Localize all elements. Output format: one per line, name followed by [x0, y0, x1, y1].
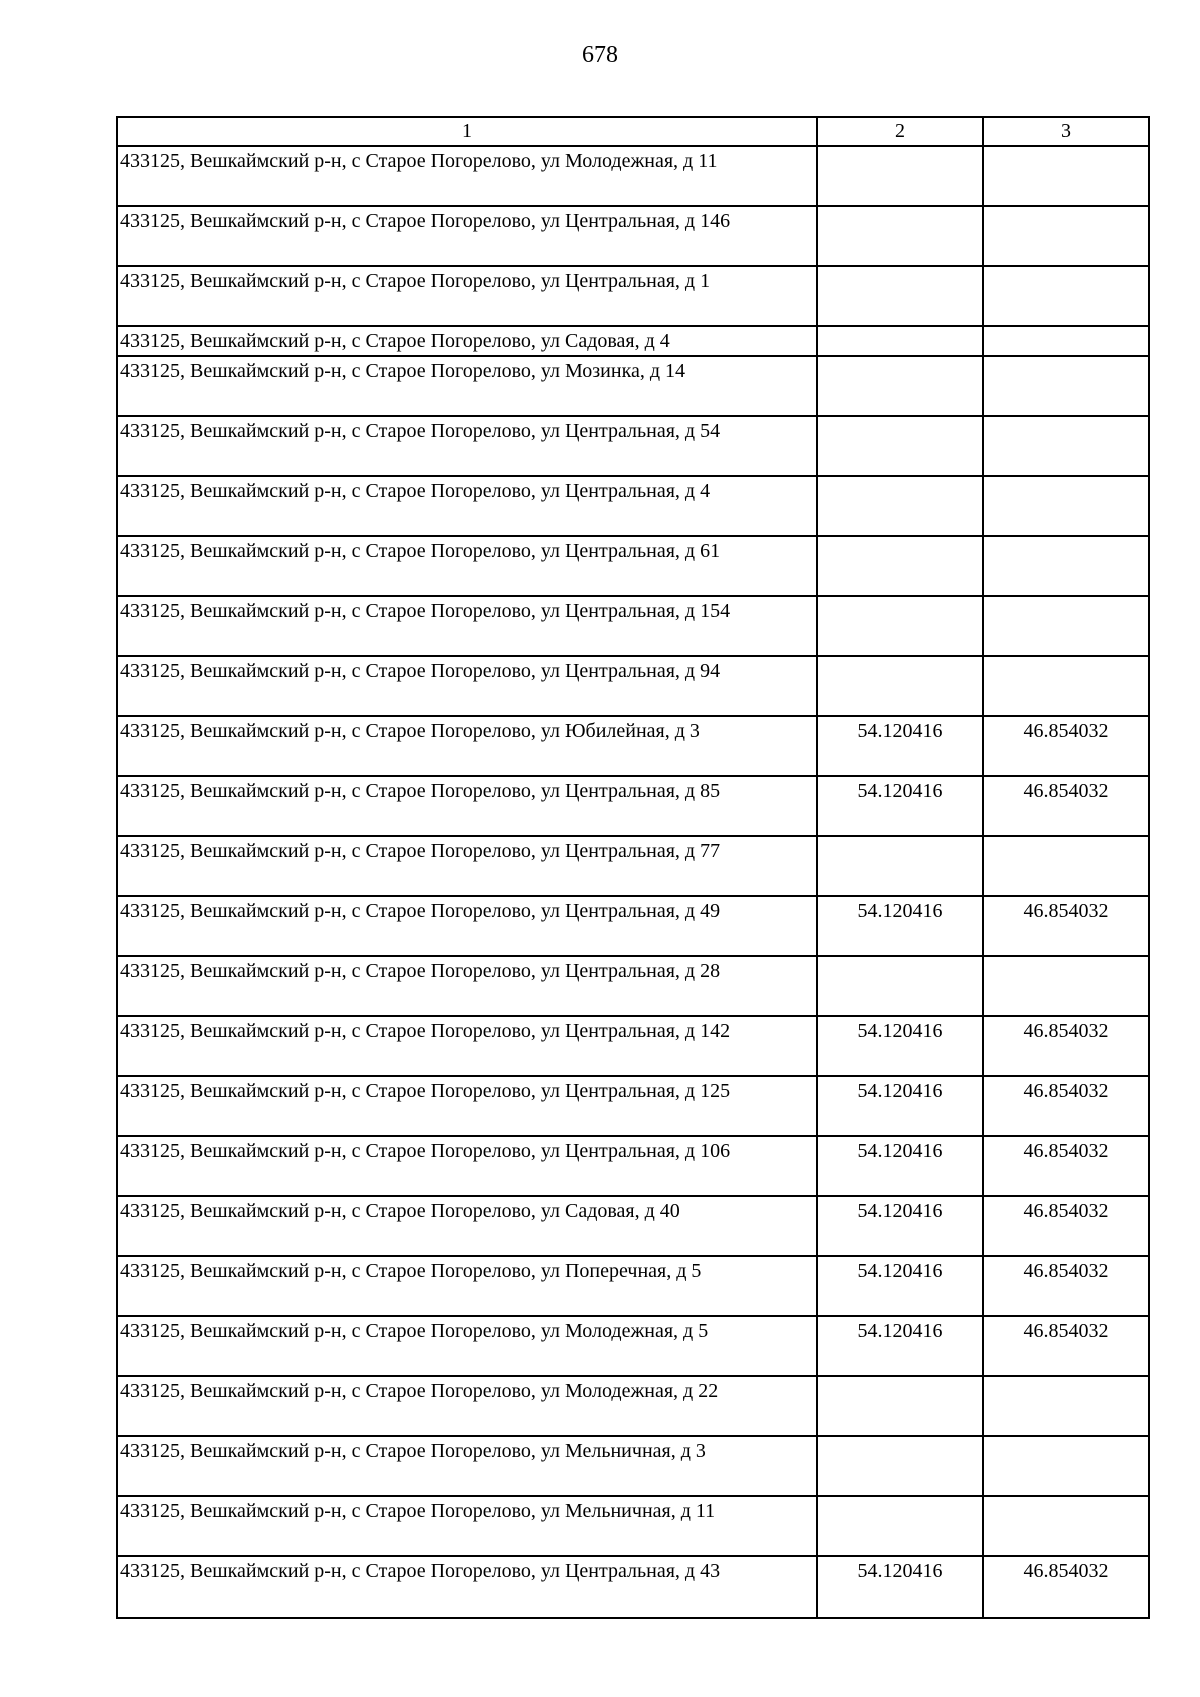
latitude-cell [817, 956, 983, 1016]
latitude-cell [817, 1376, 983, 1436]
table-row [117, 1256, 1149, 1316]
table-row [117, 536, 1149, 596]
longitude-cell [983, 146, 1149, 206]
table-row [117, 656, 1149, 716]
latitude-cell: 54.120416 [817, 716, 983, 776]
longitude-cell [983, 476, 1149, 536]
address-cell: 433125, Вешкаймский р-н, с Старое Погорелово, ул Центральная, д 106 [117, 1136, 817, 1196]
page-number: 678 [582, 42, 618, 68]
table-row [117, 896, 1149, 956]
latitude-cell [817, 656, 983, 716]
address-cell: 433125, Вешкаймский р-н, с Старое Погорелово, ул Центральная, д 54 [117, 416, 817, 476]
latitude-cell [817, 356, 983, 416]
table-row [117, 1136, 1149, 1196]
latitude-cell [817, 596, 983, 656]
longitude-cell [983, 836, 1149, 896]
latitude-cell: 54.120416 [817, 1076, 983, 1136]
address-cell: 433125, Вешкаймский р-н, с Старое Погорелово, ул Центральная, д 1 [117, 266, 817, 326]
table-header-row [117, 117, 1149, 146]
longitude-cell [983, 206, 1149, 266]
latitude-cell [817, 476, 983, 536]
table-row [117, 956, 1149, 1016]
address-cell: 433125, Вешкаймский р-н, с Старое Погорелово, ул Молодежная, д 22 [117, 1376, 817, 1436]
table-row [117, 836, 1149, 896]
longitude-cell: 46.854032 [983, 1256, 1149, 1316]
table-row [117, 416, 1149, 476]
address-cell: 433125, Вешкаймский р-н, с Старое Погорелово, ул Мозинка, д 14 [117, 356, 817, 416]
table-row [117, 356, 1149, 416]
address-cell: 433125, Вешкаймский р-н, с Старое Погорелово, ул Центральная, д 61 [117, 536, 817, 596]
latitude-cell [817, 326, 983, 356]
address-cell: 433125, Вешкаймский р-н, с Старое Погорелово, ул Центральная, д 4 [117, 476, 817, 536]
longitude-cell [983, 326, 1149, 356]
longitude-cell: 46.854032 [983, 1556, 1149, 1618]
latitude-cell: 54.120416 [817, 776, 983, 836]
table-row [117, 1556, 1149, 1618]
address-cell: 433125, Вешкаймский р-н, с Старое Погорелово, ул Поперечная, д 5 [117, 1256, 817, 1316]
latitude-cell [817, 836, 983, 896]
table-row [117, 1076, 1149, 1136]
latitude-cell: 54.120416 [817, 1256, 983, 1316]
table-row [117, 206, 1149, 266]
longitude-cell [983, 536, 1149, 596]
latitude-cell: 54.120416 [817, 1016, 983, 1076]
address-cell: 433125, Вешкаймский р-н, с Старое Погорелово, ул Центральная, д 49 [117, 896, 817, 956]
longitude-cell [983, 656, 1149, 716]
address-cell: 433125, Вешкаймский р-н, с Старое Погорелово, ул Центральная, д 28 [117, 956, 817, 1016]
table-row [117, 1436, 1149, 1496]
address-cell: 433125, Вешкаймский р-н, с Старое Погорелово, ул Центральная, д 146 [117, 206, 817, 266]
address-cell: 433125, Вешкаймский р-н, с Старое Погорелово, ул Центральная, д 43 [117, 1556, 817, 1618]
latitude-cell [817, 146, 983, 206]
longitude-cell: 46.854032 [983, 1196, 1149, 1256]
column-header-3: 3 [983, 117, 1149, 146]
latitude-cell [817, 206, 983, 266]
table-row [117, 1196, 1149, 1256]
latitude-cell [817, 266, 983, 326]
table-row [117, 266, 1149, 326]
address-cell: 433125, Вешкаймский р-н, с Старое Погорелово, ул Центральная, д 142 [117, 1016, 817, 1076]
address-cell: 433125, Вешкаймский р-н, с Старое Погорелово, ул Центральная, д 94 [117, 656, 817, 716]
address-cell: 433125, Вешкаймский р-н, с Старое Погорелово, ул Мельничная, д 3 [117, 1436, 817, 1496]
address-cell: 433125, Вешкаймский р-н, с Старое Погорелово, ул Мельничная, д 11 [117, 1496, 817, 1556]
longitude-cell [983, 596, 1149, 656]
latitude-cell: 54.120416 [817, 1136, 983, 1196]
latitude-cell: 54.120416 [817, 1556, 983, 1618]
address-cell: 433125, Вешкаймский р-н, с Старое Погорелово, ул Центральная, д 154 [117, 596, 817, 656]
column-header-1: 1 [117, 117, 817, 146]
longitude-cell: 46.854032 [983, 716, 1149, 776]
table-row [117, 716, 1149, 776]
table-row [117, 326, 1149, 356]
table-row [117, 476, 1149, 536]
latitude-cell [817, 1496, 983, 1556]
address-cell: 433125, Вешкаймский р-н, с Старое Погорелово, ул Центральная, д 85 [117, 776, 817, 836]
table-row [117, 1376, 1149, 1436]
table-row [117, 1016, 1149, 1076]
latitude-cell [817, 1436, 983, 1496]
column-header-2: 2 [817, 117, 983, 146]
latitude-cell [817, 536, 983, 596]
longitude-cell: 46.854032 [983, 896, 1149, 956]
address-cell: 433125, Вешкаймский р-н, с Старое Погорелово, ул Садовая, д 40 [117, 1196, 817, 1256]
address-cell: 433125, Вешкаймский р-н, с Старое Погорелово, ул Центральная, д 125 [117, 1076, 817, 1136]
longitude-cell [983, 416, 1149, 476]
longitude-cell [983, 356, 1149, 416]
longitude-cell: 46.854032 [983, 1076, 1149, 1136]
address-table [116, 116, 1150, 1619]
address-cell: 433125, Вешкаймский р-н, с Старое Погорелово, ул Молодежная, д 5 [117, 1316, 817, 1376]
table-row [117, 596, 1149, 656]
longitude-cell: 46.854032 [983, 1316, 1149, 1376]
latitude-cell: 54.120416 [817, 1196, 983, 1256]
longitude-cell [983, 1436, 1149, 1496]
table-row [117, 146, 1149, 206]
longitude-cell: 46.854032 [983, 1136, 1149, 1196]
latitude-cell [817, 416, 983, 476]
table-row [117, 1496, 1149, 1556]
address-cell: 433125, Вешкаймский р-н, с Старое Погорелово, ул Садовая, д 4 [117, 326, 817, 356]
longitude-cell [983, 266, 1149, 326]
latitude-cell: 54.120416 [817, 1316, 983, 1376]
latitude-cell: 54.120416 [817, 896, 983, 956]
longitude-cell: 46.854032 [983, 1016, 1149, 1076]
table-row [117, 1316, 1149, 1376]
table-row [117, 776, 1149, 836]
longitude-cell [983, 1496, 1149, 1556]
address-cell: 433125, Вешкаймский р-н, с Старое Погорелово, ул Юбилейная, д 3 [117, 716, 817, 776]
longitude-cell: 46.854032 [983, 776, 1149, 836]
longitude-cell [983, 956, 1149, 1016]
address-cell: 433125, Вешкаймский р-н, с Старое Погорелово, ул Молодежная, д 11 [117, 146, 817, 206]
address-cell: 433125, Вешкаймский р-н, с Старое Погорелово, ул Центральная, д 77 [117, 836, 817, 896]
longitude-cell [983, 1376, 1149, 1436]
